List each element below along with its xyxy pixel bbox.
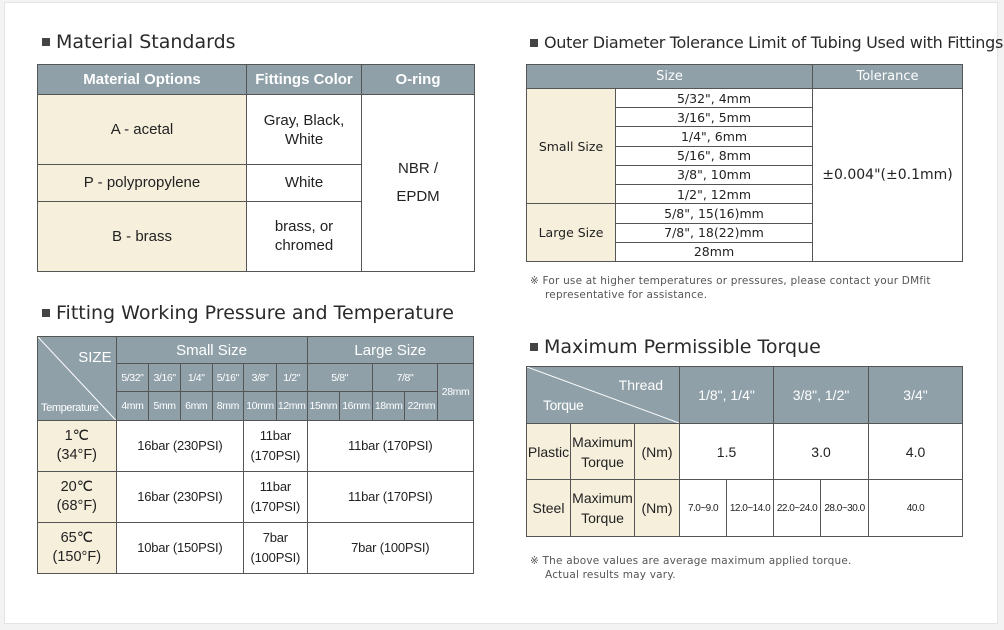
inch-size: 1/2" [276,364,307,392]
temperature-cell [38,472,117,523]
fittings-color [247,201,362,271]
pressure-temperature-table [37,336,474,574]
temp-c: 1℃ [64,428,89,444]
torque-value: 40.0 [869,480,963,537]
pressure-temperature-heading [42,302,454,324]
table-header-row [527,65,963,89]
thread-size-header: 3/4" [869,367,963,424]
o-ring-line: NBR / [397,160,438,177]
table-header-row [38,65,475,95]
note-line: ※ For use at higher temperatures or pressures, please contact your DMfit [530,275,931,287]
temp-f: (34°F) [56,447,98,463]
color-line: White [284,130,324,148]
large-size-header: Large Size [307,337,474,364]
pressure-value: 10bar (150PSI) [116,523,244,574]
large-size-label: Large Size [527,204,616,262]
maximum-torque-label [571,424,635,480]
heading-text: Material Standards [56,31,236,53]
heading-text: Fitting Working Pressure and Temperature [56,302,454,324]
torque-note [530,554,852,582]
thread-size-header: 1/8", 1/4" [680,367,774,424]
value-line: (170PSI) [250,448,301,463]
label-line: Torque [581,453,624,470]
steel-label: Steel [527,480,571,537]
pressure-value: 11bar (170PSI) [307,472,474,523]
torque-heading [530,336,821,358]
size-temperature-corner [38,337,117,421]
inch-size: 3/8" [244,364,277,392]
temp-f: (150°F) [52,549,102,565]
temp-c: 20℃ [60,479,93,495]
size-cell: 5/32", 4mm [616,89,813,108]
mm-size: 6mm [180,392,212,421]
inch-size: 5/32" [116,364,149,392]
mm-size: 8mm [212,392,244,421]
torque-value: 7.0~9.0 [680,480,727,537]
small-size-header: Small Size [116,337,307,364]
header-material-options: Material Options [38,65,247,95]
torque-value: 12.0~14.0 [727,480,774,537]
table-row [38,421,474,472]
temperature-cell [38,421,117,472]
note-line: Actual results may vary. [545,569,676,581]
tolerance-table [526,64,963,262]
pressure-value: 7bar (100PSI) [307,523,474,574]
pressure-value: 11bar (170PSI) [307,421,474,472]
value-line: 11bar [259,479,291,494]
corner-thread-label: Thread [618,377,664,393]
table-row [38,472,474,523]
table-row [38,523,474,574]
corner-torque-label: Torque [543,397,584,413]
torque-value: 3.0 [774,424,869,480]
fittings-color: White [247,165,362,201]
header-tolerance: Tolerance [813,65,963,89]
pressure-value: 16bar (230PSI) [116,472,244,523]
heading-text: Outer Diameter Tolerance Limit of Tubing Used with Fittings [544,33,1003,52]
temp-c: 65℃ [60,530,93,546]
pressure-value: 16bar (230PSI) [116,421,244,472]
size-cell: 5/16", 8mm [616,146,813,165]
fittings-color [247,95,362,165]
square-bullet-icon [530,39,538,47]
table-row [527,480,963,537]
mm-size: 12mm [276,392,307,421]
value-line: (170PSI) [250,499,301,514]
label-line: Torque [581,510,624,526]
mm-size: 22mm [405,392,438,421]
heading-text: Maximum Permissible Torque [544,336,821,358]
color-line: Gray, Black, [263,111,345,129]
unit-label: (Nm) [635,424,680,480]
inch-size: 3/16" [149,364,181,392]
temperature-cell [38,523,117,574]
o-ring-cell [362,95,475,272]
size-cell: 3/16", 5mm [616,108,813,127]
material-option: P - polypropylene [38,165,247,201]
torque-value: 1.5 [680,424,774,480]
header-size: Size [527,65,813,89]
corner-temperature-label: Temperature [41,402,99,414]
color-line: brass, or [274,218,334,236]
inch-size: 7/8" [372,364,437,392]
torque-value: 28.0~30.0 [821,480,869,537]
mm-size: 10mm [244,392,277,421]
torque-value: 4.0 [869,424,963,480]
inch-size: 1/4" [180,364,212,392]
plastic-label: Plastic [527,424,571,480]
note-line: representative for assistance. [545,289,708,301]
torque-value: 22.0~24.0 [774,480,821,537]
mm-size: 4mm [116,392,149,421]
torque-table [526,366,963,537]
thread-torque-corner [527,367,680,424]
mm-size: 18mm [372,392,405,421]
square-bullet-icon [42,38,50,46]
tolerance-value: ±0.004"(±0.1mm) [813,89,963,262]
o-ring-line: EPDM [396,188,440,205]
small-size-label: Small Size [527,89,616,204]
size-cell: 1/4", 6mm [616,127,813,146]
mm-size: 5mm [149,392,181,421]
table-header-row [38,337,474,364]
square-bullet-icon [530,343,538,351]
size-cell: 3/8", 10mm [616,165,813,184]
size-cell: 7/8", 18(22)mm [616,223,813,242]
unit-label: (Nm) [635,480,680,537]
color-line: chromed [274,237,334,255]
maximum-torque-label [571,480,635,537]
tolerance-note [530,274,931,302]
material-standards-heading [42,31,236,53]
label-line: Maximum [572,433,633,450]
table-row [38,95,475,165]
thread-size-header: 3/8", 1/2" [774,367,869,424]
mm-size: 28mm [438,364,474,421]
table-row [527,424,963,480]
square-bullet-icon [42,309,50,317]
pressure-value [244,523,307,574]
tolerance-heading [530,33,1003,52]
value-line: 7bar [262,530,288,545]
header-fittings-color: Fittings Color [247,65,362,95]
pressure-value [244,472,307,523]
size-cell: 1/2", 12mm [616,185,813,204]
diagonal-line-icon [527,367,679,423]
mm-size: 16mm [340,392,373,421]
header-o-ring: O-ring [362,65,475,95]
pressure-value [244,421,307,472]
inch-size: 5/16" [212,364,244,392]
table-row [527,89,963,108]
size-cell: 5/8", 15(16)mm [616,204,813,223]
material-option: B - brass [38,201,247,271]
temp-f: (68°F) [56,498,98,514]
value-line: 11bar [259,428,291,443]
material-standards-table [37,64,475,272]
table-header-row [527,367,963,424]
inch-size: 5/8" [307,364,372,392]
mm-size: 15mm [307,392,340,421]
size-cell: 28mm [616,242,813,261]
note-line: ※ The above values are average maximum applied torque. [530,555,852,567]
material-option: A - acetal [38,95,247,165]
value-line: (100PSI) [250,550,301,565]
label-line: Maximum [572,490,633,506]
corner-size-label: SIZE [78,349,112,366]
